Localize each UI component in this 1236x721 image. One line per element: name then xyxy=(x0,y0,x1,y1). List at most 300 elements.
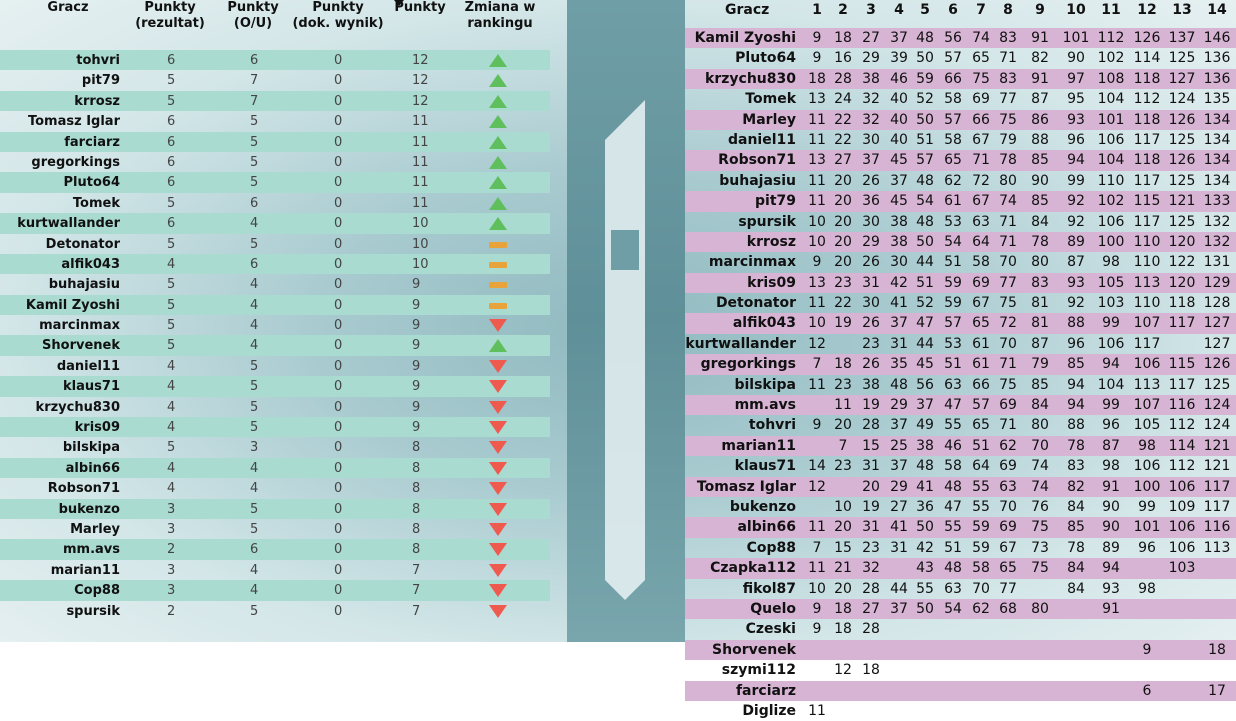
round-score: 16 xyxy=(834,50,852,67)
round-score: 90 xyxy=(1067,50,1085,67)
round-score: 45 xyxy=(916,356,934,373)
player-name: albin66 xyxy=(65,460,120,476)
player-name: Kamil Zyoshi xyxy=(694,30,796,46)
header-player[interactable]: Gracz xyxy=(47,0,89,15)
exact-points: 0 xyxy=(334,277,343,293)
player-name: Czeski xyxy=(745,621,796,638)
player-name: bukenzo xyxy=(58,501,120,517)
round-score: 51 xyxy=(944,254,962,271)
round-score: 73 xyxy=(1031,539,1049,556)
round-score: 13 xyxy=(808,91,826,108)
table-row xyxy=(685,640,1236,660)
round-score: 10 xyxy=(808,315,826,332)
round-score: 108 xyxy=(1097,70,1125,87)
round-score: 9 xyxy=(812,621,822,638)
table-row xyxy=(0,437,550,457)
round-score: 94 xyxy=(1067,152,1085,169)
result-points: 5 xyxy=(167,93,176,109)
round-score: 103 xyxy=(1097,295,1125,312)
exact-points: 0 xyxy=(334,542,343,558)
result-points: 5 xyxy=(167,195,176,211)
round-score: 37 xyxy=(890,458,908,475)
total-points: 10 xyxy=(412,236,429,252)
table-row xyxy=(685,212,1236,232)
result-points: 4 xyxy=(167,420,176,436)
table-row xyxy=(685,436,1236,456)
hockey-logo-watermark xyxy=(585,80,665,600)
round-score: 105 xyxy=(1097,274,1125,291)
exact-points: 0 xyxy=(334,318,343,334)
round-score: 65 xyxy=(999,560,1017,577)
round-score: 55 xyxy=(972,498,990,515)
header-round[interactable]: 8 xyxy=(1003,2,1013,18)
round-score: 47 xyxy=(916,315,934,332)
round-score: 37 xyxy=(916,397,934,414)
round-score: 117 xyxy=(1133,335,1161,352)
rank-same-icon xyxy=(489,303,507,309)
table-row xyxy=(685,150,1236,170)
round-score: 72 xyxy=(972,172,990,189)
round-score: 84 xyxy=(1031,213,1049,230)
table-row xyxy=(685,558,1236,578)
result-points: 6 xyxy=(167,114,176,130)
player-name: Tomek xyxy=(72,195,120,211)
round-score: 70 xyxy=(999,498,1017,515)
rank-down-icon xyxy=(489,482,507,495)
round-score: 117 xyxy=(1133,131,1161,148)
exact-points: 0 xyxy=(334,236,343,252)
round-score: 102 xyxy=(1097,50,1125,67)
round-score: 50 xyxy=(916,111,934,128)
round-score: 31 xyxy=(890,539,908,556)
player-name: Kamil Zyoshi xyxy=(25,297,120,313)
round-score: 58 xyxy=(944,131,962,148)
table-row xyxy=(0,376,550,396)
round-score: 57 xyxy=(972,397,990,414)
round-score: 10 xyxy=(808,213,826,230)
round-score: 23 xyxy=(834,376,852,393)
round-score: 132 xyxy=(1203,233,1231,250)
round-score: 64 xyxy=(972,233,990,250)
player-name: bilskipa xyxy=(62,440,120,456)
round-score: 69 xyxy=(972,91,990,108)
round-score: 80 xyxy=(999,172,1017,189)
header-points[interactable]: Punkty xyxy=(394,0,446,15)
round-score: 99 xyxy=(1102,315,1120,332)
round-score: 69 xyxy=(999,397,1017,414)
header-round[interactable]: 4 xyxy=(894,2,904,18)
ou-points: 7 xyxy=(250,73,259,89)
round-score: 117 xyxy=(1168,376,1196,393)
round-score: 39 xyxy=(890,50,908,67)
round-score: 28 xyxy=(862,580,880,597)
result-points: 5 xyxy=(167,440,176,456)
round-score: 13 xyxy=(808,152,826,169)
round-score: 9 xyxy=(812,50,822,67)
round-score: 14 xyxy=(808,458,826,475)
round-score: 98 xyxy=(1102,458,1120,475)
round-score: 74 xyxy=(1031,458,1049,475)
round-score: 84 xyxy=(1067,580,1085,597)
exact-points: 0 xyxy=(334,93,343,109)
round-score: 124 xyxy=(1203,397,1231,414)
round-score: 88 xyxy=(1067,417,1085,434)
rank-up-icon xyxy=(489,156,507,169)
table-row xyxy=(685,130,1236,150)
table-row xyxy=(0,601,550,621)
header-round[interactable]: 11 xyxy=(1101,2,1121,18)
round-score: 126 xyxy=(1203,356,1231,373)
header-ou-points[interactable]: Punkty (O/U) xyxy=(227,0,279,31)
round-score: 23 xyxy=(862,335,880,352)
rank-up-icon xyxy=(489,217,507,230)
round-score: 124 xyxy=(1203,417,1231,434)
rank-same-icon xyxy=(489,242,507,248)
round-score: 127 xyxy=(1203,335,1231,352)
round-score: 26 xyxy=(862,356,880,373)
round-score: 79 xyxy=(1031,356,1049,373)
round-score: 114 xyxy=(1133,50,1161,67)
round-score: 29 xyxy=(862,233,880,250)
round-score: 41 xyxy=(916,478,934,495)
round-score: 66 xyxy=(972,111,990,128)
round-score: 13 xyxy=(808,274,826,291)
round-score: 121 xyxy=(1203,458,1231,475)
round-score: 49 xyxy=(916,417,934,434)
rank-down-icon xyxy=(489,564,507,577)
round-score: 9 xyxy=(812,30,822,46)
round-score: 18 xyxy=(862,662,880,679)
table-row xyxy=(685,273,1236,293)
ou-points: 3 xyxy=(250,440,259,456)
result-points: 3 xyxy=(167,583,176,599)
round-score: 104 xyxy=(1097,152,1125,169)
round-score: 87 xyxy=(1031,335,1049,352)
player-name: Quelo xyxy=(750,600,796,617)
round-score: 74 xyxy=(972,30,990,46)
round-score: 28 xyxy=(862,621,880,638)
table-row xyxy=(685,293,1236,313)
result-points: 5 xyxy=(167,236,176,252)
round-score: 63 xyxy=(972,213,990,230)
round-score: 26 xyxy=(862,254,880,271)
player-name: Tomek xyxy=(745,91,796,108)
round-score: 120 xyxy=(1168,233,1196,250)
round-score: 11 xyxy=(808,702,826,719)
round-score: 57 xyxy=(944,315,962,332)
round-score: 9 xyxy=(812,600,822,617)
round-score: 40 xyxy=(890,131,908,148)
round-score: 106 xyxy=(1133,356,1161,373)
round-score: 89 xyxy=(1067,233,1085,250)
player-name: Cop88 xyxy=(74,583,120,599)
round-score: 75 xyxy=(972,70,990,87)
total-points: 7 xyxy=(412,583,421,599)
cumulative-table xyxy=(685,0,1236,721)
round-score: 94 xyxy=(1067,376,1085,393)
round-score: 116 xyxy=(1203,519,1231,536)
round-score: 85 xyxy=(1067,519,1085,536)
player-name: Pluto64 xyxy=(735,50,796,67)
round-score: 98 xyxy=(1138,437,1156,454)
table-row xyxy=(0,111,550,131)
player-name: gregorkings xyxy=(700,356,796,373)
round-results-table xyxy=(0,0,550,621)
rank-up-icon xyxy=(489,176,507,189)
round-score: 107 xyxy=(1133,315,1161,332)
result-points: 5 xyxy=(167,297,176,313)
round-score: 85 xyxy=(1031,152,1049,169)
round-score: 100 xyxy=(1097,233,1125,250)
round-score: 22 xyxy=(834,295,852,312)
round-score: 71 xyxy=(999,233,1017,250)
round-score: 58 xyxy=(944,91,962,108)
round-score: 80 xyxy=(1031,417,1049,434)
round-score: 113 xyxy=(1133,376,1161,393)
header-rank-change[interactable]: Zmiana w rankingu xyxy=(464,0,536,31)
header-round[interactable]: 12 xyxy=(1137,2,1157,18)
round-score: 125 xyxy=(1168,172,1196,189)
round-score: 9 xyxy=(812,254,822,271)
round-score: 118 xyxy=(1168,295,1196,312)
round-score: 21 xyxy=(834,560,852,577)
round-score: 20 xyxy=(834,519,852,536)
round-score: 96 xyxy=(1067,335,1085,352)
header-round[interactable]: 3 xyxy=(866,2,876,18)
exact-points: 0 xyxy=(334,256,343,272)
sort-desc-icon[interactable] xyxy=(394,0,404,6)
result-points: 6 xyxy=(167,154,176,170)
round-score: 103 xyxy=(1168,560,1196,577)
round-score: 59 xyxy=(972,539,990,556)
round-score: 89 xyxy=(1102,539,1120,556)
round-score: 125 xyxy=(1168,50,1196,67)
round-score: 11 xyxy=(808,560,826,577)
header-round[interactable]: 14 xyxy=(1207,2,1227,18)
player-name: Robson71 xyxy=(718,152,796,169)
round-score: 40 xyxy=(890,111,908,128)
round-score: 12 xyxy=(808,335,826,352)
player-name: Tomasz Iglar xyxy=(696,478,796,495)
table-row xyxy=(685,538,1236,558)
round-score: 81 xyxy=(1031,295,1049,312)
round-score: 91 xyxy=(1031,30,1049,46)
round-score: 101 xyxy=(1097,111,1125,128)
round-score: 117 xyxy=(1133,213,1161,230)
round-score: 71 xyxy=(972,152,990,169)
header-round[interactable]: 13 xyxy=(1172,2,1192,18)
round-score: 116 xyxy=(1168,397,1196,414)
round-score: 104 xyxy=(1097,91,1125,108)
header-round[interactable]: 5 xyxy=(920,2,930,18)
exact-points: 0 xyxy=(334,481,343,497)
result-points: 4 xyxy=(167,358,176,374)
round-score: 50 xyxy=(916,600,934,617)
rank-down-icon xyxy=(489,441,507,454)
round-score: 83 xyxy=(1031,274,1049,291)
table-row xyxy=(685,171,1236,191)
table-row xyxy=(685,252,1236,272)
exact-points: 0 xyxy=(334,114,343,130)
total-points: 11 xyxy=(412,134,429,150)
round-score: 70 xyxy=(972,580,990,597)
round-score: 62 xyxy=(972,600,990,617)
result-points: 4 xyxy=(167,256,176,272)
round-score: 18 xyxy=(834,600,852,617)
table-row xyxy=(685,619,1236,639)
header-exact-points[interactable]: Punkty (dok. wynik) xyxy=(292,0,384,31)
round-score: 112 xyxy=(1097,30,1125,46)
table-row xyxy=(0,417,550,437)
header-round[interactable]: 10 xyxy=(1066,2,1086,18)
header-round[interactable]: 2 xyxy=(838,2,848,18)
table-row xyxy=(0,213,550,233)
table-row xyxy=(685,395,1236,415)
round-score: 32 xyxy=(862,560,880,577)
round-score: 81 xyxy=(1031,315,1049,332)
round-score: 10 xyxy=(834,498,852,515)
total-points: 8 xyxy=(412,440,421,456)
round-score: 27 xyxy=(834,152,852,169)
round-score: 23 xyxy=(834,274,852,291)
round-score: 136 xyxy=(1203,50,1231,67)
round-score: 18 xyxy=(834,30,852,46)
round-score: 66 xyxy=(944,70,962,87)
round-score: 84 xyxy=(1067,498,1085,515)
rank-up-icon xyxy=(489,115,507,128)
header-round[interactable]: 9 xyxy=(1035,2,1045,18)
round-score: 129 xyxy=(1203,274,1231,291)
round-score: 10 xyxy=(808,580,826,597)
round-score: 18 xyxy=(834,621,852,638)
player-name: kurtwallander xyxy=(685,335,796,352)
header-round[interactable]: 1 xyxy=(812,2,822,18)
round-score: 53 xyxy=(944,335,962,352)
round-score: 67 xyxy=(972,193,990,210)
exact-points: 0 xyxy=(334,358,343,374)
round-score: 11 xyxy=(808,172,826,189)
round-score: 32 xyxy=(862,111,880,128)
round-score: 56 xyxy=(944,30,962,46)
player-name: Detonator xyxy=(715,295,796,312)
round-score: 31 xyxy=(862,274,880,291)
round-score: 75 xyxy=(999,295,1017,312)
round-score: 127 xyxy=(1168,70,1196,87)
round-score: 52 xyxy=(916,91,934,108)
round-score: 62 xyxy=(999,437,1017,454)
header-round[interactable]: 7 xyxy=(976,2,986,18)
table-row xyxy=(685,599,1236,619)
ou-points: 5 xyxy=(250,399,259,415)
round-score: 28 xyxy=(862,417,880,434)
round-score: 134 xyxy=(1203,111,1231,128)
header-round[interactable]: 6 xyxy=(948,2,958,18)
total-points: 8 xyxy=(412,501,421,517)
exact-points: 0 xyxy=(334,297,343,313)
round-score: 51 xyxy=(916,274,934,291)
ou-points: 6 xyxy=(250,542,259,558)
header-player[interactable]: Gracz xyxy=(725,2,770,18)
round-score: 38 xyxy=(890,213,908,230)
round-score: 42 xyxy=(890,274,908,291)
round-score: 59 xyxy=(916,70,934,87)
total-points: 9 xyxy=(412,338,421,354)
round-score: 95 xyxy=(1067,91,1085,108)
round-score: 31 xyxy=(890,335,908,352)
player-name: Marley xyxy=(70,521,120,537)
round-score: 72 xyxy=(999,315,1017,332)
total-points: 11 xyxy=(412,154,429,170)
player-name: Cop88 xyxy=(746,539,796,556)
round-score: 59 xyxy=(944,274,962,291)
table-row xyxy=(0,519,550,539)
round-score: 29 xyxy=(890,397,908,414)
round-score: 106 xyxy=(1168,539,1196,556)
round-score: 22 xyxy=(834,111,852,128)
round-score: 55 xyxy=(944,519,962,536)
header-result-points[interactable]: Punkty (rezultat) xyxy=(135,0,205,31)
round-score: 37 xyxy=(890,172,908,189)
ou-points: 6 xyxy=(250,256,259,272)
round-score: 96 xyxy=(1138,539,1156,556)
round-score: 85 xyxy=(1031,376,1049,393)
result-points: 5 xyxy=(167,73,176,89)
ou-points: 5 xyxy=(250,379,259,395)
round-score: 85 xyxy=(1031,193,1049,210)
round-score: 88 xyxy=(1067,315,1085,332)
round-score: 122 xyxy=(1168,254,1196,271)
round-score: 137 xyxy=(1168,30,1196,46)
round-score: 11 xyxy=(808,193,826,210)
table-row xyxy=(685,660,1236,680)
exact-points: 0 xyxy=(334,420,343,436)
round-score: 56 xyxy=(916,376,934,393)
round-score: 65 xyxy=(972,315,990,332)
result-points: 2 xyxy=(167,603,176,619)
round-score: 94 xyxy=(1102,560,1120,577)
round-score: 121 xyxy=(1168,193,1196,210)
round-score: 61 xyxy=(972,335,990,352)
round-score: 99 xyxy=(1102,397,1120,414)
round-score: 91 xyxy=(1102,478,1120,495)
round-score: 48 xyxy=(916,30,934,46)
total-points: 11 xyxy=(412,195,429,211)
rank-same-icon xyxy=(489,282,507,288)
result-points: 3 xyxy=(167,501,176,517)
table-row xyxy=(0,539,550,559)
table-row xyxy=(0,254,550,274)
round-score: 92 xyxy=(1067,213,1085,230)
result-points: 4 xyxy=(167,379,176,395)
round-score: 7 xyxy=(838,437,848,454)
round-score: 125 xyxy=(1203,376,1231,393)
rank-down-icon xyxy=(489,360,507,373)
total-points: 9 xyxy=(412,379,421,395)
round-score: 20 xyxy=(834,254,852,271)
round-score: 55 xyxy=(916,580,934,597)
round-score: 37 xyxy=(890,417,908,434)
exact-points: 0 xyxy=(334,154,343,170)
round-score: 30 xyxy=(890,254,908,271)
round-score: 110 xyxy=(1133,233,1161,250)
round-score: 45 xyxy=(890,193,908,210)
table-row xyxy=(0,458,550,478)
round-score: 97 xyxy=(1067,70,1085,87)
round-score: 76 xyxy=(1031,498,1049,515)
player-name: farciarz xyxy=(64,134,120,150)
total-points: 8 xyxy=(412,521,421,537)
player-name: bukenzo xyxy=(729,498,796,515)
